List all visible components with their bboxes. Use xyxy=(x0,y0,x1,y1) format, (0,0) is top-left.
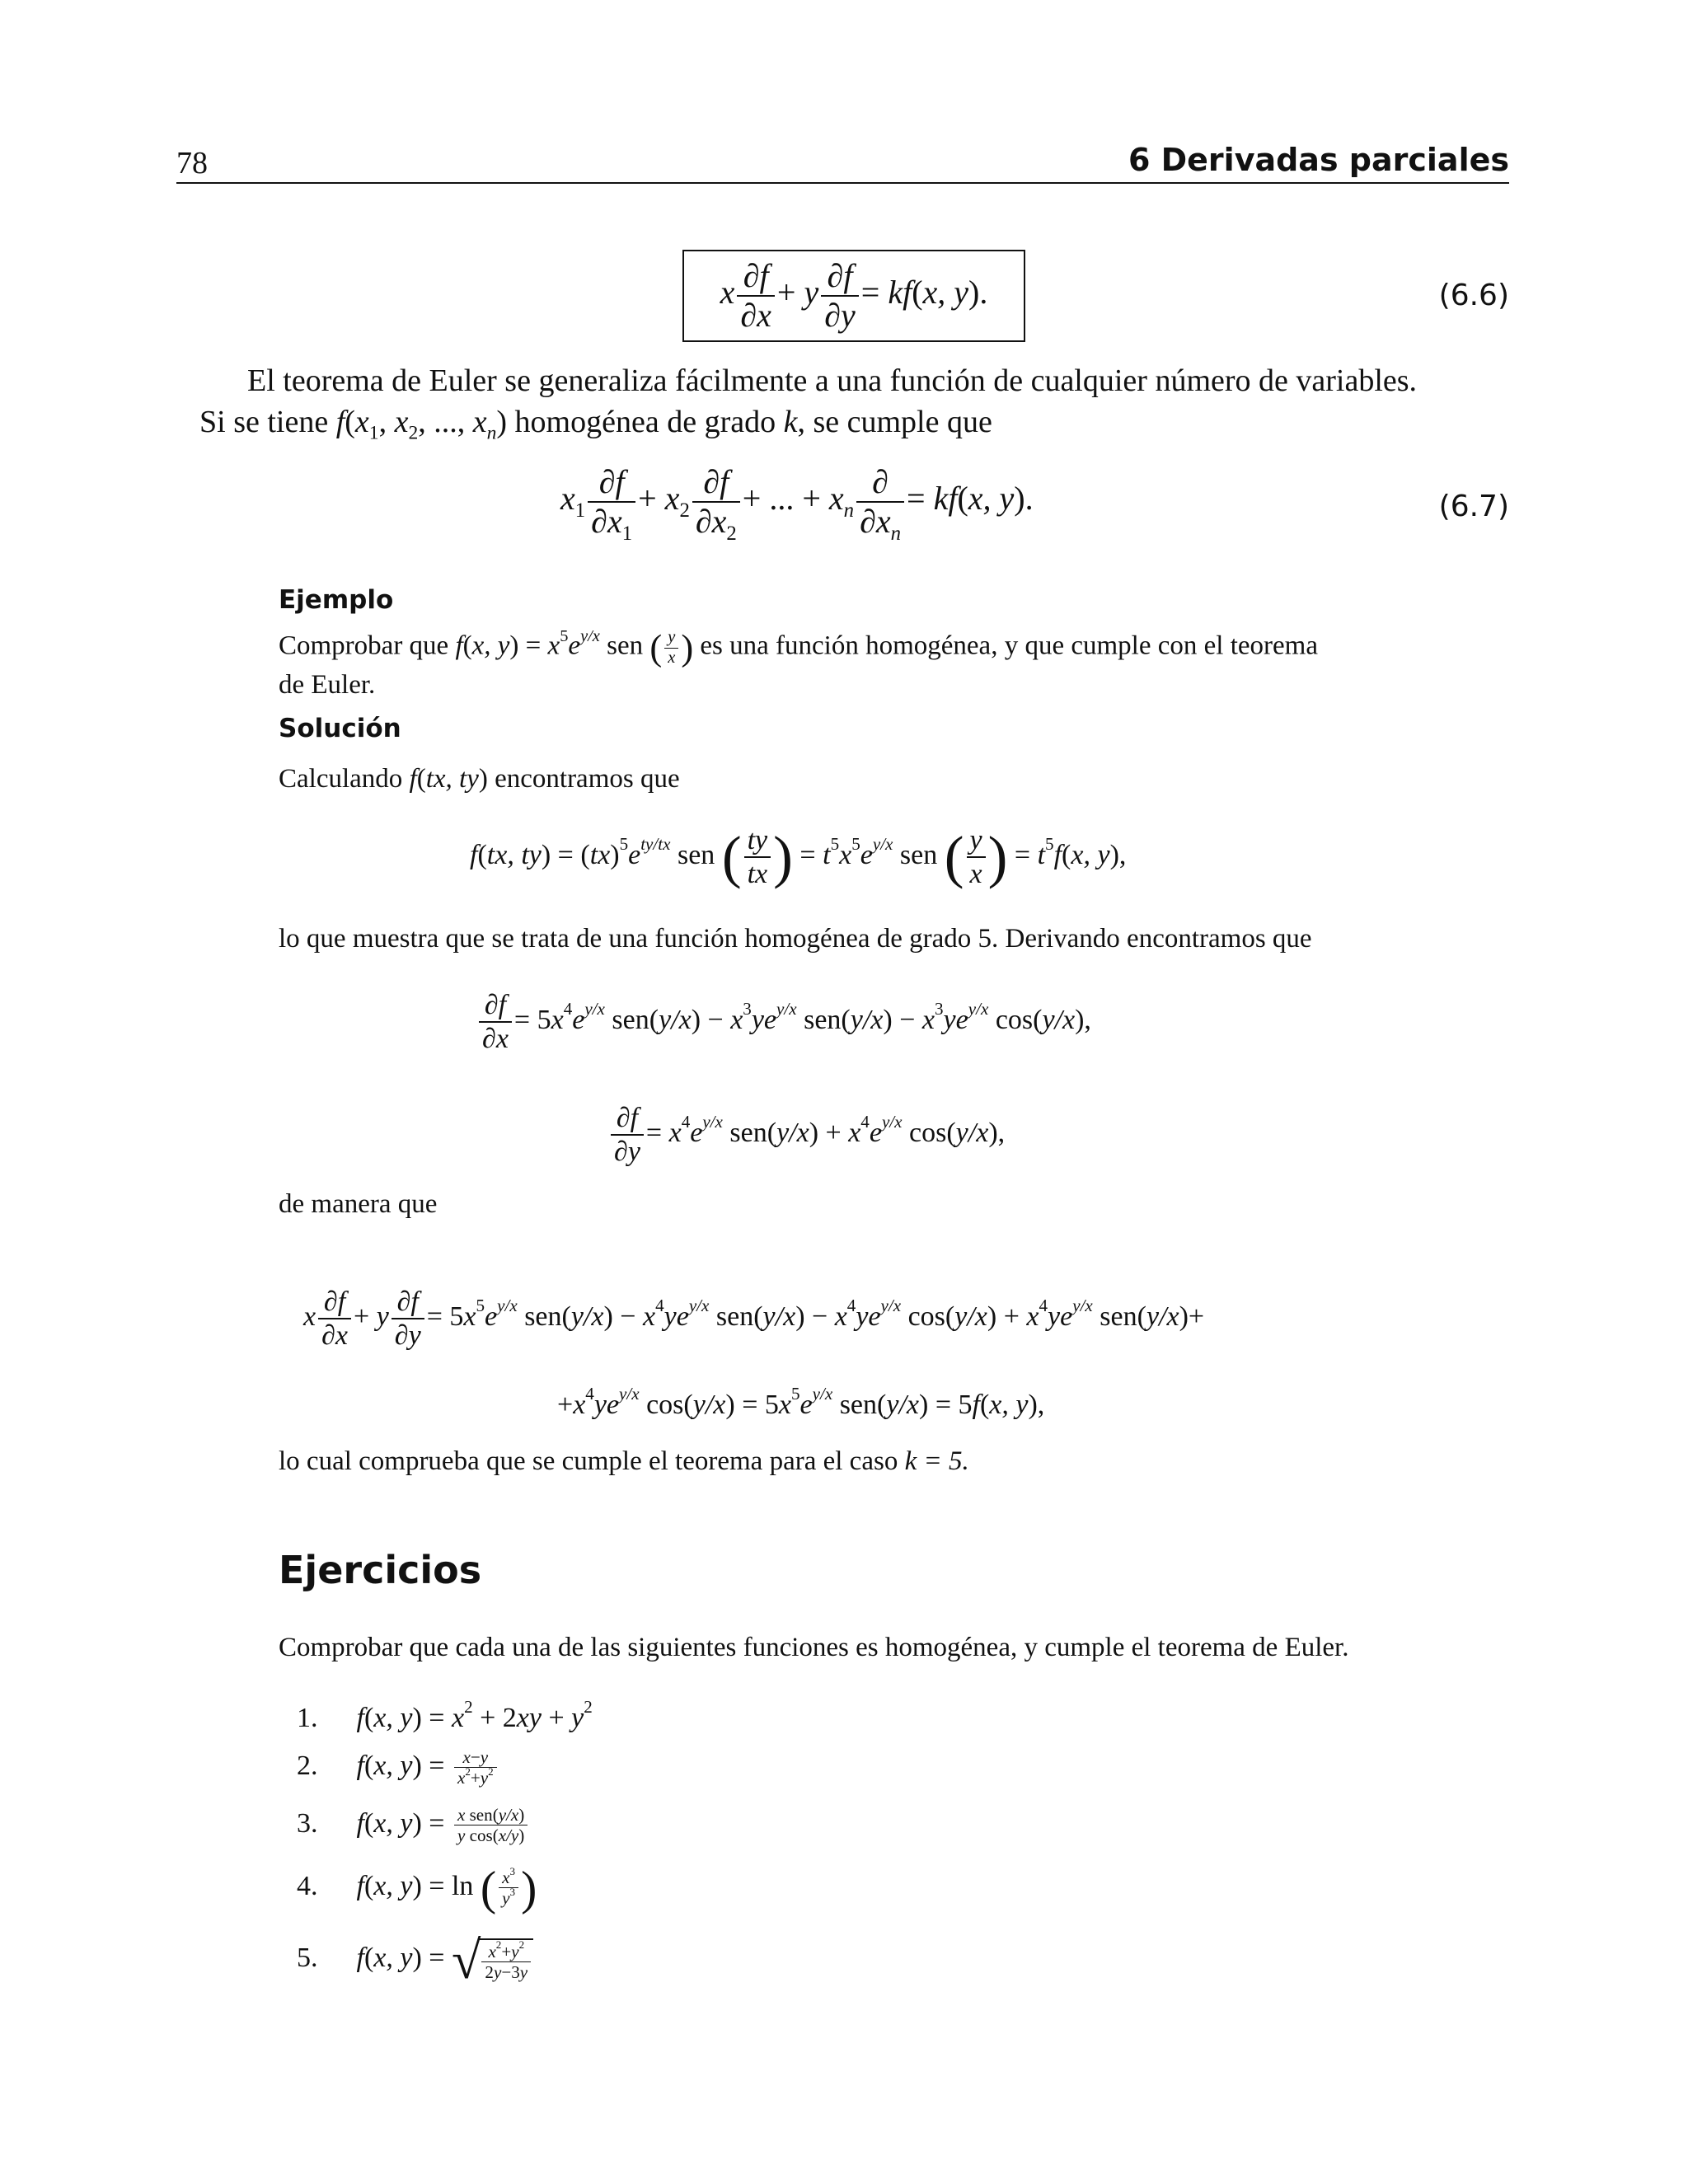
example-statement-line1: Comprobar que f(x, $y) = x^5e^{y/x}$ sen ( $\frac{y}{x}$ ) es una función homogénea, y que cumple con el teorema xyxy=(279,626,1318,668)
equation-number-6-6: (6.6) xyxy=(1438,279,1509,312)
equation-dfdy: $\frac{\partial f}{\partial y}$ = $x^4e^{y/x}$ $sen(y/x) + x^4e^{y/x}$ cos(y/x), xyxy=(608,1102,1005,1168)
exercises-title: Ejercicios xyxy=(279,1548,482,1592)
solution-heading: Solución xyxy=(279,714,401,743)
exercise-number: 2. xyxy=(297,1750,318,1781)
conclusion-text: lo cual comprueba que se cumple el teorema para el caso xyxy=(279,1446,905,1476)
exercise-number: 4. xyxy=(297,1870,318,1901)
equation-euler-check-line2: $+x^4ye^{y/x}$ $\cos(y/x) = 5x^5e^{y/x}$ sen(y/x) = 5f(x, y), xyxy=(557,1384,1045,1420)
chapter-title: 6 Derivadas parciales xyxy=(1128,142,1509,178)
exercise-number: 3. xyxy=(297,1807,318,1839)
equation-ftxty: f(tx, $ty) = (tx)^5e^{ty/tx}$ sen ( $\frac{ty}{tx}$ ) = $t^5x^5e^{y/x}$ sen ( $\frac{y}{x}$ ) = $t^5f(x$, y), xyxy=(470,824,1127,890)
paragraph-euler-general-line1: El teorema de Euler se generaliza fácilmente a una función de cualquier número de variables. xyxy=(247,363,1418,398)
example-statement-line2: de Euler. xyxy=(279,670,376,700)
equation-euler-check-line1: x $\frac{\partial f}{\partial x}$ + y $\frac{\partial f}{\partial y}$ = $5x^5e^{y/x}$ $sen(y/x) - x^4ye^{y/x}$ $sen(y/x) - x^4ye^{y/x}$ $\cos(y/x) + x^4ye^{y/x}$ sen(y/x)+ xyxy=(303,1286,1205,1352)
page-number: 78 xyxy=(176,146,208,180)
exercise-item xyxy=(297,1697,593,1734)
example-text: Comprobar que xyxy=(279,630,456,661)
paragraph-text: , se cumple que xyxy=(797,405,992,439)
paragraph-euler-general-line2: Si se tiene $f(x_1$, $x_2$, ..., $x_n$) homogénea de grado k, se cumple que xyxy=(199,405,992,444)
exercise-formula: f(x, y) = ln ( $\frac{x^3}{y^3}$ ) xyxy=(356,1861,537,1915)
exercise-formula: f(x, y) = √ $\frac{x^2+y^2}{2y-3y}$ xyxy=(357,1943,534,1973)
exercise-number: 1. xyxy=(297,1703,318,1733)
solution-text: Calculando xyxy=(279,764,410,794)
equation-number-6-7: (6.7) xyxy=(1438,490,1509,523)
paragraph-text: Si se tiene xyxy=(199,405,336,439)
exercise-item xyxy=(297,1930,533,1990)
exercise-formula: f(x, y) = $\frac{x-y}{x^2+y^2}$ xyxy=(357,1750,499,1781)
solution-calc-line: Calculando f(tx, ty) encontramos que xyxy=(279,764,680,794)
equation-6-7: $x_1$ $\frac{\partial f}{\partial x_1}$ + $x_2$ $\frac{\partial f}{\partial x_2}$ + ... + $x_n$ ∂ $\partial x_n$ = kf(x, y). xyxy=(560,463,1034,545)
solution-text: encontramos que xyxy=(487,764,680,794)
header-rule xyxy=(176,182,1509,184)
equation-6-6: x $\frac{\partial f}{\partial x}$ + y $\frac{\partial f}{\partial y}$ = kf(x, y). xyxy=(682,250,1025,342)
exercise-item xyxy=(297,1805,530,1845)
paragraph-text: homogénea de grado xyxy=(507,405,784,439)
exercise-formula: f(x, y) = x sen(y/x) y cos(x/y) xyxy=(357,1808,531,1839)
example-text: es una función homogénea, y que cumple con el teorema xyxy=(693,630,1318,661)
exercise-item xyxy=(297,1861,537,1915)
solution-conclusion xyxy=(279,1444,969,1479)
example-heading: Ejemplo xyxy=(279,585,394,615)
conclusion-k: k = 5. xyxy=(904,1446,969,1476)
exercises-intro: Comprobar que cada una de las siguientes funciones es homogénea, y cumple el teorema de Euler. xyxy=(279,1633,1349,1662)
exercise-formula: f(x, $y) = x^2 + 2xy + y^2$ xyxy=(356,1697,593,1733)
equation-dfdx: $\frac{\partial f}{\partial x}$ = $5x^4e^{y/x}$ $sen(y/x) - x^3ye^{y/x}$ $sen(y/x) - x^3ye^{y/x}$ cos(y/x), xyxy=(476,989,1091,1055)
exercise-number: 5. xyxy=(297,1943,318,1974)
solution-so-that: de manera que xyxy=(279,1189,438,1219)
exercise-item xyxy=(297,1747,499,1788)
solution-shows-line: lo que muestra que se trata de una función homogénea de grado 5. Derivando encontramos que xyxy=(279,924,1312,954)
